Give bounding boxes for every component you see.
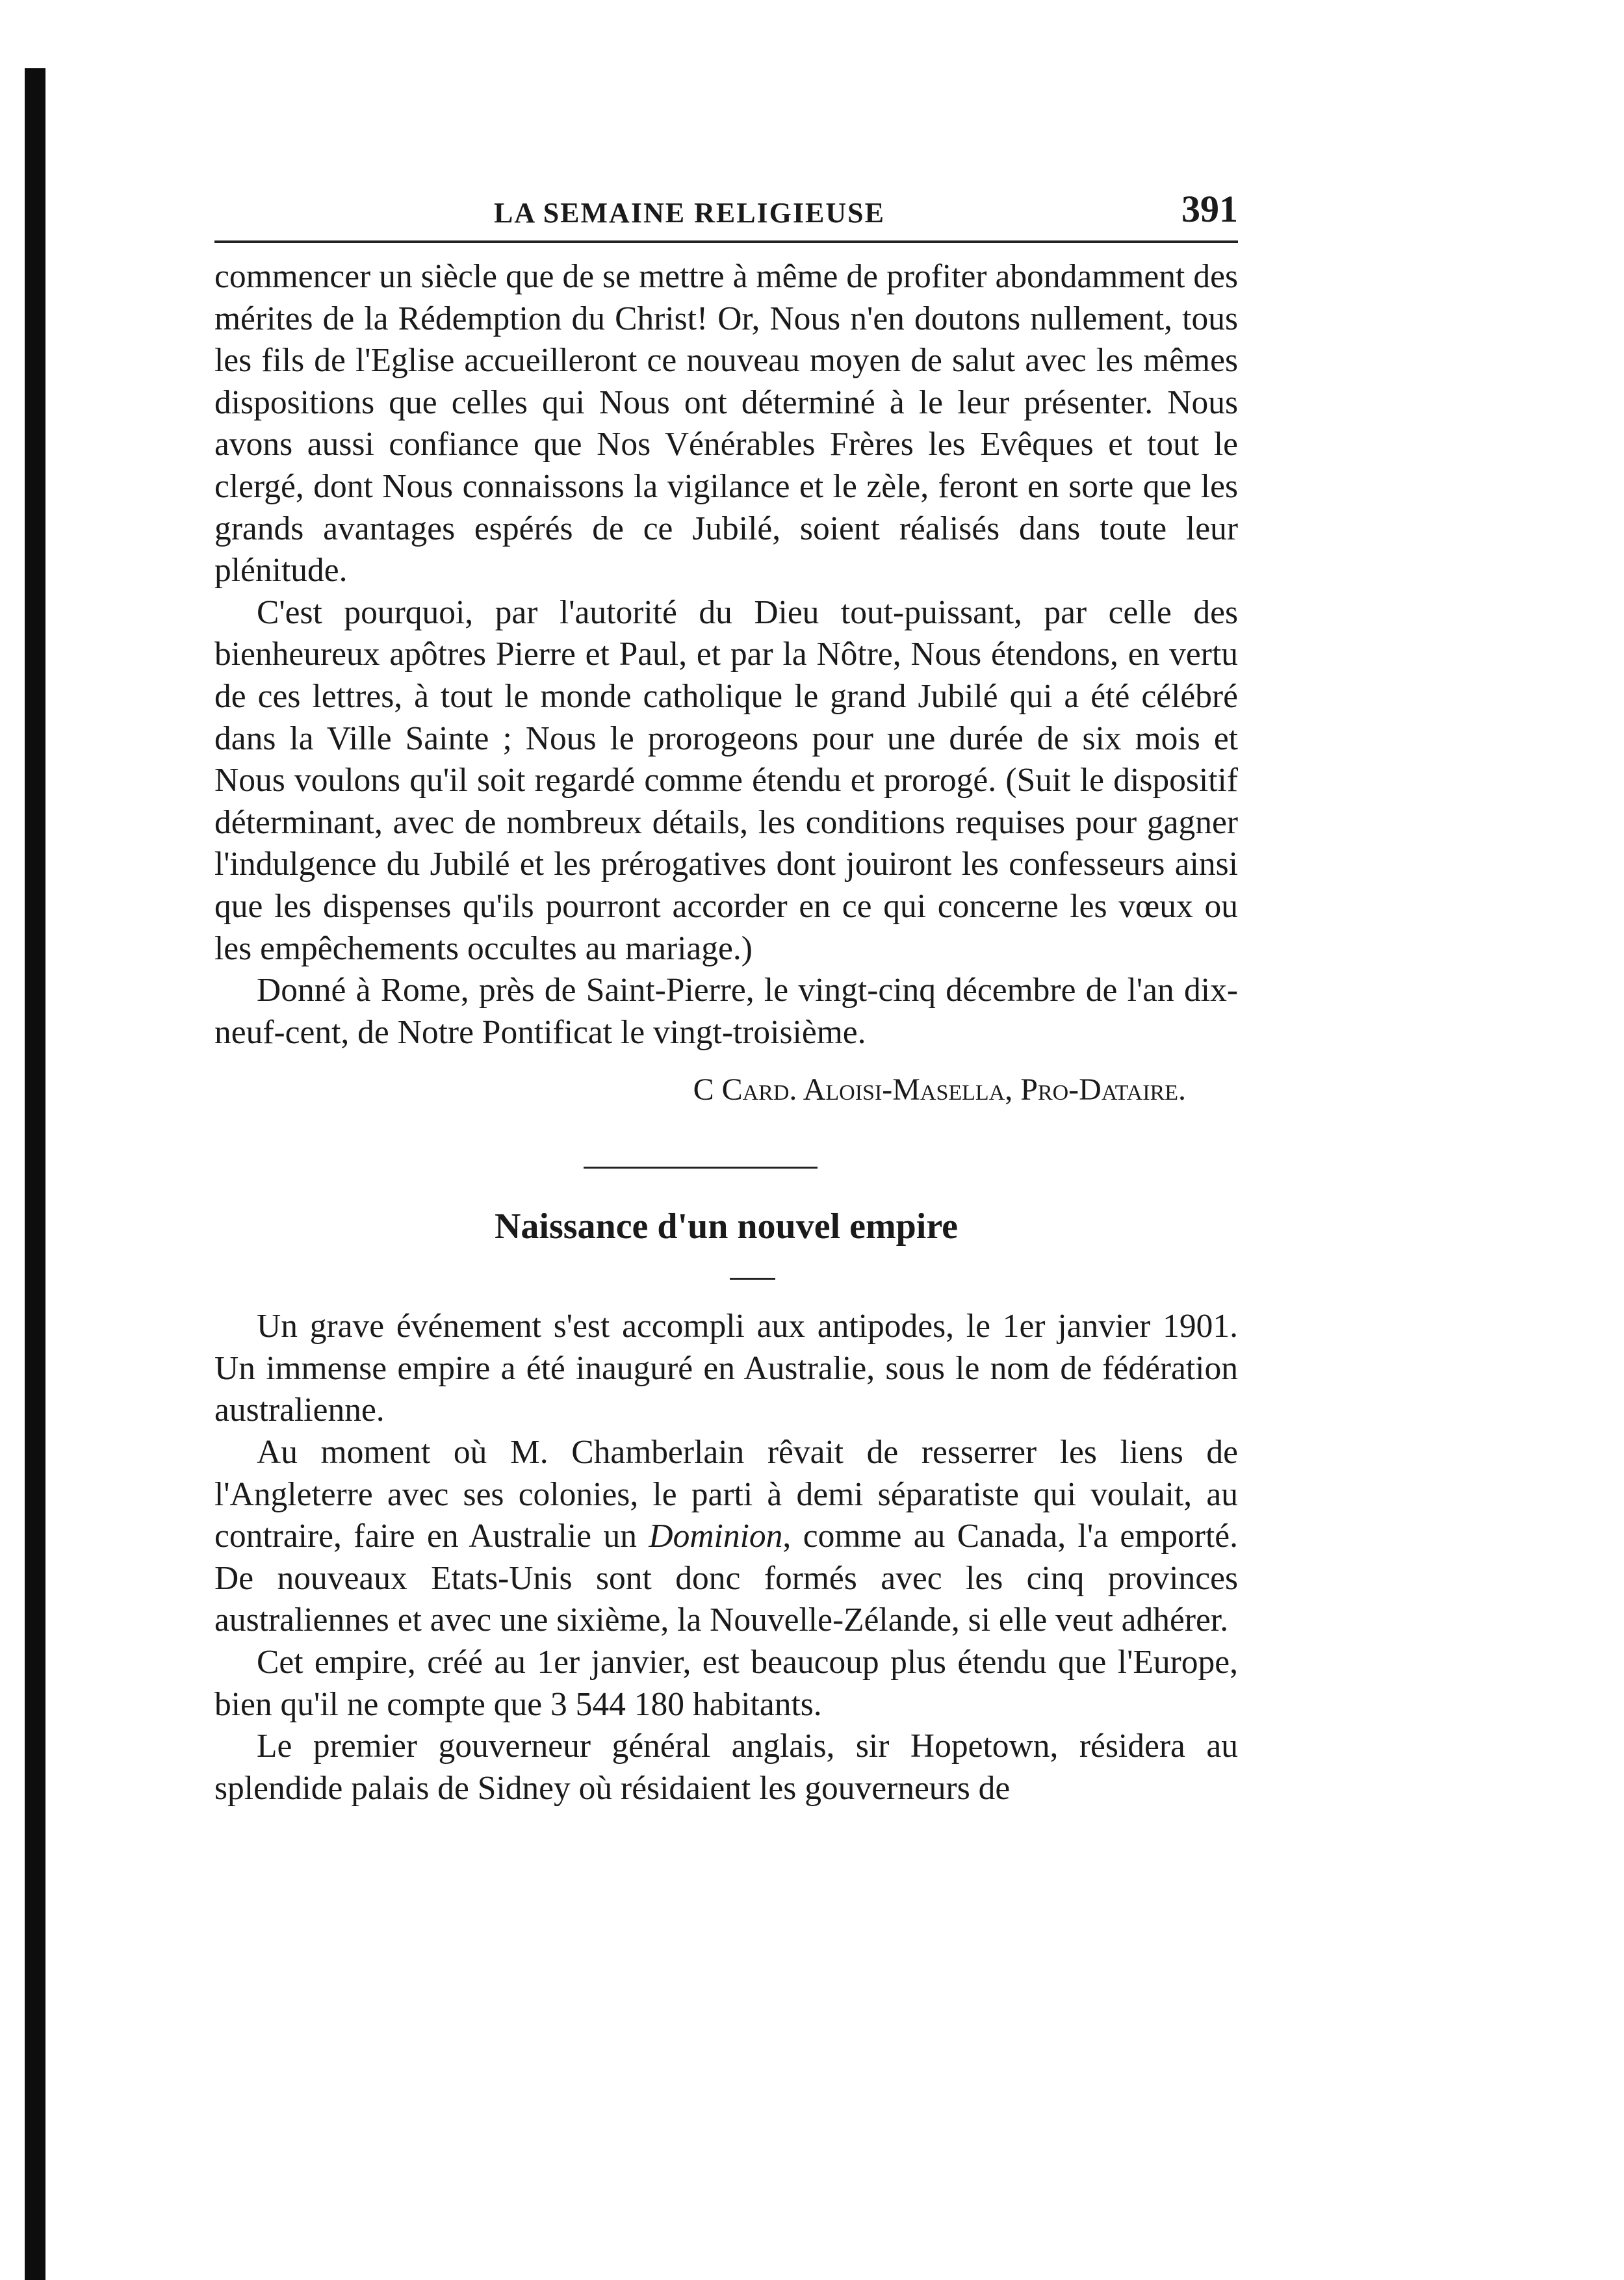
- paragraph-continuation: commencer un siècle que de se mettre à même de profiter abondamment des mérites de la Rédemption du Christ! Or, Nous n'en doutons nullement, tous les fils de l'Eglise accueilleront ce nouveau moyen de salut avec les mêmes dispositions que celles qui Nous ont déterminé à le leur présenter. Nous avons aussi confiance que Nos Vénérables Frères les Evêques et tout le clergé, dont Nous connaissons la vigilance et le zèle, feront en sorte que les grands avantages espérés de ce Jubilé, soient réalisés dans toute leur plénitude.: [214, 258, 1238, 589]
- page-number: 391: [1181, 188, 1238, 230]
- paragraph-event: Un grave événement s'est accompli aux antipodes, le 1er janvier 1901. Un immense empire a été inauguré en Australie, sous le nom de fédération australienne.: [214, 1308, 1238, 1429]
- running-head: [214, 182, 1238, 243]
- binding-edge: [25, 68, 45, 2280]
- body-text: [214, 256, 1238, 1054]
- paragraph-governor: Le premier gouverneur général anglais, sir Hopetown, résidera au splendide palais de Sidney où résidaient les gouverneurs de: [214, 1728, 1238, 1807]
- signature: C Card. Aloisi-Masella, Pro-Dataire.: [693, 1072, 1186, 1108]
- text-segment: , comme au Canada, l'a emporté. De nouveaux Etats-Unis sont donc formés avec les cinq provinces australiennes et avec une sixième, la Nouvelle-Zélande, si elle veut adhérer.: [214, 1518, 1238, 1639]
- paragraph-chamberlain: [214, 1432, 1238, 1642]
- paragraph-given-at-rome: Donné à Rome, près de Saint-Pierre, le vingt-cinq décembre de l'an dix-neuf-cent, de Notre Pontificat le vingt-troisième.: [214, 972, 1238, 1051]
- paragraph-jubilee: C'est pourquoi, par l'autorité du Dieu tout-puissant, par celle des bienheureux apôtres Pierre et Paul, et par la Nôtre, Nous étendons, en vertu de ces lettres, à tout le monde catholique le grand Jubilé qui a été célébré dans la Ville Sainte ; Nous le prorogeons pour une durée de six mois et Nous voulons qu'il soit regardé comme étendu et prorogé. (Suit le dispositif déterminant, avec de nombreux détails, les conditions requises pour gagner l'indulgence du Jubilé et les prérogatives dont jouiront les confesseurs ainsi que les dispenses qu'ils pourront accorder en ce qui concerne les vœux ou les empêchements occultes au mariage.): [214, 593, 1238, 967]
- italic-dominion: Dominion: [649, 1518, 783, 1555]
- text-segment: Au moment où M. Chamberlain rêvait de resserrer les liens de l'Angleterre avec ses colonies, le parti à demi séparatiste qui voulait, au contraire, faire en Australie un: [214, 1434, 1238, 1555]
- page: [214, 182, 1238, 1809]
- section-body: [214, 1306, 1238, 1809]
- section-title: Naissance d'un nouvel empire: [494, 1206, 959, 1247]
- running-title: LA SEMAINE RELIGIEUSE: [494, 197, 885, 229]
- paragraph-population: Cet empire, créé au 1er janvier, est beaucoup plus étendu que l'Europe, bien qu'il ne compte que 3 544 180 habitants.: [214, 1644, 1238, 1723]
- title-rule: [730, 1278, 775, 1280]
- section-divider: [584, 1167, 818, 1169]
